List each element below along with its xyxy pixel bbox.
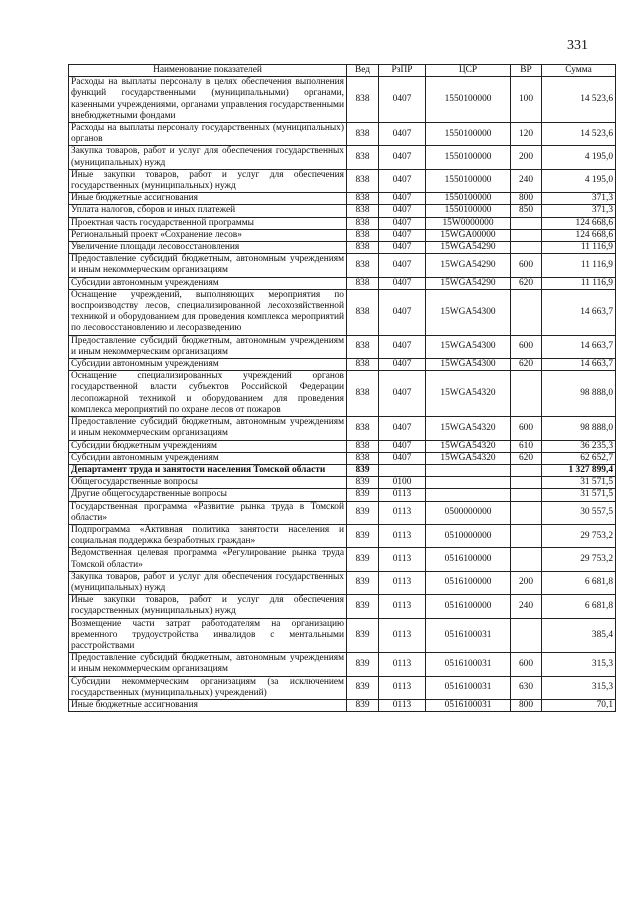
row-vr-cell [511, 229, 542, 241]
row-vr-cell [511, 464, 542, 476]
table-row [69, 123, 616, 146]
row-ved-cell: 839 [347, 489, 379, 501]
table-row [69, 254, 616, 277]
header-ved: Вед [347, 65, 379, 77]
row-vr-cell: 600 [511, 254, 542, 277]
row-ved-cell: 839 [347, 501, 379, 524]
row-csr-cell: 15WGA54320 [426, 417, 511, 440]
row-rzpr-cell: 0407 [379, 452, 426, 464]
row-ved-cell: 838 [347, 452, 379, 464]
row-name-cell: Общегосударственные вопросы [69, 477, 347, 489]
row-ved-cell: 839 [347, 464, 379, 476]
row-rzpr-cell: 0113 [379, 489, 426, 501]
row-sum-cell: 1 327 899,4 [542, 464, 616, 476]
row-name-cell: Предоставление субсидий бюджетным, автономным учреждениям и иным некоммерческим организациям [69, 417, 347, 440]
row-sum-cell: 14 523,6 [542, 123, 616, 146]
table-row [69, 489, 616, 501]
row-vr-cell [511, 217, 542, 229]
row-ved-cell: 838 [347, 193, 379, 205]
row-vr-cell: 200 [511, 146, 542, 169]
row-vr-cell: 800 [511, 699, 542, 711]
row-ved-cell: 839 [347, 595, 379, 618]
row-name-cell: Оснащение учреждений, выполняющих мероприятия по воспроизводству лесов, специализированной лесохозяйственной техникой и оборудованием для проведения комплекса мероприятий по лесовосстановлению и лесоразведению [69, 289, 347, 335]
row-sum-cell: 14 663,7 [542, 359, 616, 371]
row-sum-cell: 371,3 [542, 193, 616, 205]
table-row [69, 548, 616, 571]
row-sum-cell: 124 668,6 [542, 229, 616, 241]
row-rzpr-cell: 0407 [379, 254, 426, 277]
row-csr-cell: 15WGA54320 [426, 371, 511, 417]
row-vr-cell: 100 [511, 77, 542, 123]
row-ved-cell: 838 [347, 77, 379, 123]
row-csr-cell: 15WGA54290 [426, 254, 511, 277]
row-vr-cell: 610 [511, 440, 542, 452]
row-vr-cell [511, 371, 542, 417]
table-row [69, 501, 616, 524]
row-csr-cell: 15WGA54290 [426, 277, 511, 289]
row-sum-cell: 4 195,0 [542, 169, 616, 192]
row-csr-cell [426, 489, 511, 501]
row-csr-cell: 1550100000 [426, 77, 511, 123]
row-ved-cell: 838 [347, 335, 379, 358]
row-name-cell: Другие общегосударственные вопросы [69, 489, 347, 501]
row-csr-cell: 0516100031 [426, 618, 511, 653]
row-vr-cell: 800 [511, 193, 542, 205]
row-name-cell: Иные бюджетные ассигнования [69, 193, 347, 205]
row-name-cell: Возмещение части затрат работодателям на организацию временного трудоустройства инвалидов с ментальными расстройствами [69, 618, 347, 653]
row-vr-cell: 620 [511, 277, 542, 289]
table-row [69, 205, 616, 217]
row-rzpr-cell: 0407 [379, 440, 426, 452]
row-rzpr-cell: 0113 [379, 524, 426, 547]
row-sum-cell: 11 116,9 [542, 277, 616, 289]
row-sum-cell: 11 116,9 [542, 242, 616, 254]
row-rzpr-cell: 0407 [379, 229, 426, 241]
row-ved-cell: 838 [347, 289, 379, 335]
row-csr-cell: 0516100031 [426, 676, 511, 699]
row-csr-cell: 15WGA54300 [426, 289, 511, 335]
row-vr-cell [511, 501, 542, 524]
row-vr-cell [511, 524, 542, 547]
row-csr-cell: 1550100000 [426, 123, 511, 146]
row-sum-cell: 98 888,0 [542, 371, 616, 417]
row-ved-cell: 838 [347, 417, 379, 440]
row-csr-cell: 1550100000 [426, 146, 511, 169]
row-vr-cell [511, 242, 542, 254]
budget-table [68, 64, 616, 712]
row-name-cell: Иные бюджетные ассигнования [69, 699, 347, 711]
row-csr-cell: 0516100031 [426, 699, 511, 711]
table-row [69, 653, 616, 676]
row-ved-cell: 838 [347, 123, 379, 146]
row-name-cell: Проектная часть государственной программы [69, 217, 347, 229]
row-vr-cell [511, 477, 542, 489]
row-csr-cell: 15WGA00000 [426, 229, 511, 241]
row-csr-cell: 15WGA54290 [426, 242, 511, 254]
row-csr-cell: 15WGA54300 [426, 335, 511, 358]
row-ved-cell: 838 [347, 359, 379, 371]
table-row [69, 477, 616, 489]
row-rzpr-cell: 0407 [379, 217, 426, 229]
row-sum-cell: 31 571,5 [542, 489, 616, 501]
row-name-cell: Субсидии автономным учреждениям [69, 452, 347, 464]
row-csr-cell: 0516100031 [426, 653, 511, 676]
row-vr-cell [511, 289, 542, 335]
row-rzpr-cell: 0100 [379, 477, 426, 489]
row-ved-cell: 838 [347, 254, 379, 277]
row-sum-cell: 14 663,7 [542, 289, 616, 335]
row-csr-cell: 1550100000 [426, 193, 511, 205]
row-name-cell: Иные закупки товаров, работ и услуг для обеспечения государственных (муниципальных) нужд [69, 595, 347, 618]
table-row [69, 289, 616, 335]
row-vr-cell: 630 [511, 676, 542, 699]
row-rzpr-cell: 0407 [379, 371, 426, 417]
row-ved-cell: 839 [347, 618, 379, 653]
row-rzpr-cell: 0407 [379, 193, 426, 205]
row-name-cell: Предоставление субсидий бюджетным, автономным учреждениям и иным некоммерческим организациям [69, 254, 347, 277]
row-rzpr-cell: 0407 [379, 205, 426, 217]
row-rzpr-cell: 0113 [379, 653, 426, 676]
row-ved-cell: 838 [347, 371, 379, 417]
row-name-cell: Уплата налогов, сборов и иных платежей [69, 205, 347, 217]
table-row [69, 371, 616, 417]
header-rzpr: РзПР [379, 65, 426, 77]
row-vr-cell [511, 548, 542, 571]
row-rzpr-cell: 0407 [379, 146, 426, 169]
row-csr-cell: 0510000000 [426, 524, 511, 547]
row-sum-cell: 4 195,0 [542, 146, 616, 169]
header-name: Наименование показателей [69, 65, 347, 77]
row-name-cell: Предоставление субсидий бюджетным, автономным учреждениям и иным некоммерческим организациям [69, 335, 347, 358]
row-vr-cell: 620 [511, 452, 542, 464]
table-row [69, 699, 616, 711]
row-csr-cell: 1550100000 [426, 205, 511, 217]
page-number: 331 [567, 38, 588, 53]
row-rzpr-cell: 0407 [379, 169, 426, 192]
table-row [69, 193, 616, 205]
table-row [69, 618, 616, 653]
row-rzpr-cell: 0113 [379, 618, 426, 653]
row-sum-cell: 385,4 [542, 618, 616, 653]
row-ved-cell: 838 [347, 146, 379, 169]
table-row [69, 676, 616, 699]
row-rzpr-cell [379, 464, 426, 476]
table-row [69, 242, 616, 254]
row-rzpr-cell: 0113 [379, 501, 426, 524]
row-rzpr-cell: 0407 [379, 277, 426, 289]
row-rzpr-cell: 0113 [379, 676, 426, 699]
row-ved-cell: 839 [347, 699, 379, 711]
row-vr-cell: 850 [511, 205, 542, 217]
header-sum: Сумма [542, 65, 616, 77]
row-sum-cell: 6 681,8 [542, 595, 616, 618]
table-row [69, 169, 616, 192]
row-sum-cell: 36 235,3 [542, 440, 616, 452]
row-rzpr-cell: 0113 [379, 571, 426, 594]
row-ved-cell: 839 [347, 571, 379, 594]
row-rzpr-cell: 0407 [379, 242, 426, 254]
row-csr-cell: 0516100000 [426, 571, 511, 594]
row-vr-cell: 620 [511, 359, 542, 371]
row-csr-cell: 0500000000 [426, 501, 511, 524]
table-row [69, 277, 616, 289]
row-name-cell: Субсидии некоммерческим организациям (за исключением государственных (муниципальных) учреждений) [69, 676, 347, 699]
row-sum-cell: 11 116,9 [542, 254, 616, 277]
row-name-cell: Увеличение площади лесовосстановления [69, 242, 347, 254]
table-header-row [69, 65, 616, 77]
row-vr-cell: 200 [511, 571, 542, 594]
header-vr: ВР [511, 65, 542, 77]
table-row [69, 440, 616, 452]
row-rzpr-cell: 0407 [379, 289, 426, 335]
row-ved-cell: 839 [347, 676, 379, 699]
row-ved-cell: 838 [347, 229, 379, 241]
row-name-cell: Закупка товаров, работ и услуг для обеспечения государственных (муниципальных) нужд [69, 571, 347, 594]
table-row [69, 595, 616, 618]
row-ved-cell: 839 [347, 524, 379, 547]
row-ved-cell: 838 [347, 277, 379, 289]
row-sum-cell: 29 753,2 [542, 548, 616, 571]
table-row [69, 217, 616, 229]
row-csr-cell: 15W0000000 [426, 217, 511, 229]
row-sum-cell: 315,3 [542, 653, 616, 676]
row-name-cell: Ведомственная целевая программа «Регулирование рынка труда Томской области» [69, 548, 347, 571]
row-ved-cell: 838 [347, 242, 379, 254]
row-name-cell: Закупка товаров, работ и услуг для обеспечения государственных (муниципальных) нужд [69, 146, 347, 169]
row-name-cell: Субсидии автономным учреждениям [69, 277, 347, 289]
row-ved-cell: 839 [347, 653, 379, 676]
table-row [69, 464, 616, 476]
table-row [69, 571, 616, 594]
row-sum-cell: 6 681,8 [542, 571, 616, 594]
row-rzpr-cell: 0113 [379, 595, 426, 618]
row-vr-cell [511, 618, 542, 653]
row-rzpr-cell: 0407 [379, 359, 426, 371]
row-sum-cell: 62 652,7 [542, 452, 616, 464]
row-rzpr-cell: 0407 [379, 123, 426, 146]
row-sum-cell: 124 668,6 [542, 217, 616, 229]
row-name-cell: Региональный проект «Сохранение лесов» [69, 229, 347, 241]
row-ved-cell: 838 [347, 440, 379, 452]
table-row [69, 452, 616, 464]
row-sum-cell: 31 571,5 [542, 477, 616, 489]
table-body [69, 77, 616, 712]
row-name-cell: Субсидии автономным учреждениям [69, 359, 347, 371]
row-vr-cell: 240 [511, 169, 542, 192]
row-rzpr-cell: 0113 [379, 548, 426, 571]
row-name-cell: Субсидии бюджетным учреждениям [69, 440, 347, 452]
table-row [69, 146, 616, 169]
row-sum-cell: 371,3 [542, 205, 616, 217]
row-vr-cell: 600 [511, 417, 542, 440]
row-csr-cell: 0516100000 [426, 595, 511, 618]
row-csr-cell: 15WGA54300 [426, 359, 511, 371]
table-row [69, 417, 616, 440]
row-vr-cell [511, 489, 542, 501]
row-vr-cell: 240 [511, 595, 542, 618]
table-row [69, 359, 616, 371]
row-vr-cell: 600 [511, 335, 542, 358]
row-csr-cell: 1550100000 [426, 169, 511, 192]
row-name-cell: Предоставление субсидий бюджетным, автономным учреждениям и иным некоммерческим организациям [69, 653, 347, 676]
row-name-cell: Оснащение специализированных учреждений органов государственной власти субъектов Российской Федерации лесопожарной техникой и оборудованием для проведения комплекса мероприятий по охране лесов от пожаров [69, 371, 347, 417]
row-sum-cell: 14 663,7 [542, 335, 616, 358]
row-vr-cell: 600 [511, 653, 542, 676]
row-name-cell: Расходы на выплаты персоналу в целях обеспечения выполнения функций государственными (муниципальными) органами, казенными учреждениями, органами управления государственными внебюджетными фондами [69, 77, 347, 123]
row-csr-cell [426, 477, 511, 489]
row-csr-cell: 15WGA54320 [426, 440, 511, 452]
row-sum-cell: 14 523,6 [542, 77, 616, 123]
table-row [69, 229, 616, 241]
row-csr-cell: 15WGA54320 [426, 452, 511, 464]
row-sum-cell: 98 888,0 [542, 417, 616, 440]
table-row [69, 335, 616, 358]
row-ved-cell: 839 [347, 477, 379, 489]
row-sum-cell: 315,3 [542, 676, 616, 699]
row-sum-cell: 30 557,5 [542, 501, 616, 524]
row-ved-cell: 838 [347, 205, 379, 217]
row-name-cell: Департамент труда и занятости населения Томской области [69, 464, 347, 476]
row-name-cell: Расходы на выплаты персоналу государственных (муниципальных) органов [69, 123, 347, 146]
table-row [69, 77, 616, 123]
row-ved-cell: 838 [347, 169, 379, 192]
row-rzpr-cell: 0407 [379, 335, 426, 358]
row-sum-cell: 29 753,2 [542, 524, 616, 547]
row-ved-cell: 838 [347, 217, 379, 229]
row-rzpr-cell: 0113 [379, 699, 426, 711]
row-vr-cell: 120 [511, 123, 542, 146]
row-rzpr-cell: 0407 [379, 77, 426, 123]
row-name-cell: Государственная программа «Развитие рынка труда в Томской области» [69, 501, 347, 524]
row-name-cell: Подпрограмма «Активная политика занятости населения и социальная поддержка безработных граждан» [69, 524, 347, 547]
row-csr-cell: 0516100000 [426, 548, 511, 571]
header-csr: ЦСР [426, 65, 511, 77]
table-row [69, 524, 616, 547]
row-rzpr-cell: 0407 [379, 417, 426, 440]
row-sum-cell: 70,1 [542, 699, 616, 711]
row-ved-cell: 839 [347, 548, 379, 571]
row-csr-cell [426, 464, 511, 476]
row-name-cell: Иные закупки товаров, работ и услуг для обеспечения государственных (муниципальных) нужд [69, 169, 347, 192]
